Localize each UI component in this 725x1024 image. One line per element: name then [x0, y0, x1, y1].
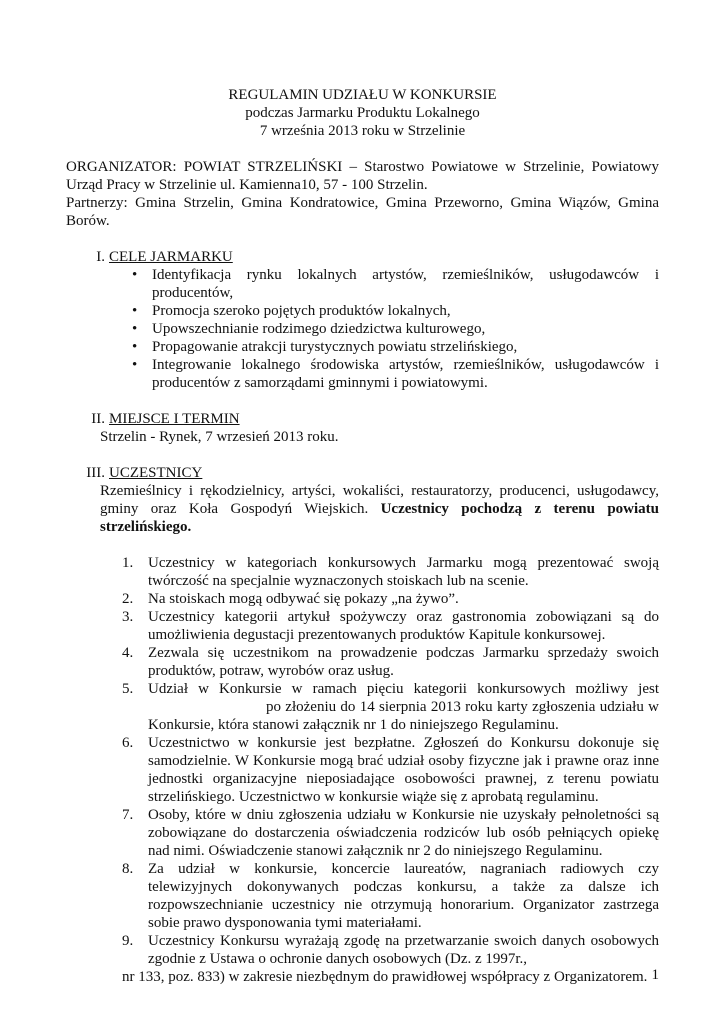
list-item: • Upowszechnianie rodzimego dziedzictwa kulturowego,	[152, 320, 659, 338]
item-number: 7.	[122, 807, 134, 823]
list-item: • Promocja szeroko pojętych produktów lokalnych,	[152, 302, 659, 320]
participants-intro	[100, 482, 659, 536]
section-title: CELE JARMARKU	[109, 249, 233, 265]
item-number: 1.	[122, 555, 134, 571]
list-item	[122, 554, 659, 590]
section-goals-heading	[66, 248, 659, 266]
list-item: • Integrowanie lokalnego środowiska artystów, rzemieślników, usługodawców i producentów z samorządami gminnymi i powiatowymi.	[152, 356, 659, 392]
item-text: Uczestnicy kategorii artykuł spożywczy oraz gastronomia zobowiązani są do umożliwienia degustacji prezentowanych produktów Kapitule konkursowej.	[148, 609, 659, 643]
section-goals	[66, 248, 659, 392]
section-title: MIEJSCE I TERMIN	[109, 411, 240, 427]
list-item	[122, 806, 659, 860]
participants-rules-list	[66, 554, 659, 968]
participants-intro-bold: Uczestnicy pochodzą z terenu powiatu strzelińskiego.	[100, 501, 659, 535]
list-item	[122, 680, 659, 734]
page-number: 1	[651, 967, 659, 983]
list-item	[122, 932, 659, 968]
item-9-continuation: nr 133, poz. 833) w zakresie niezbędnym do prawidłowej współpracy z Organizatorem.	[122, 969, 648, 985]
place-date-text: Strzelin - Rynek, 7 wrzesień 2013 roku.	[100, 429, 339, 445]
participants-intro-text: Rzemieślnicy i rękodzielnicy, artyści, wokaliści, restauratorzy, producenci, usługodawcy, gminy oraz Koła Gospodyń Wiejskich.	[100, 483, 659, 517]
goals-list	[66, 266, 659, 392]
list-item	[122, 734, 659, 806]
item-text: Uczestnicy Konkursu wyrażają zgodę na przetwarzanie swoich danych osobowych zgodnie z Ustawa o ochronie danych osobowych (Dz. z 1997r.,	[148, 933, 659, 967]
document-subtitle: podczas Jarmarku Produktu Lokalnego	[245, 105, 480, 121]
item-text: Uczestnictwo w konkursie jest bezpłatne. Zgłoszeń do Konkursu dokonuje się samodzielnie. W Konkursie mogą brać udział osoby fizyczne jak i prawne oraz inne jednostki organizacyjne nieposiadające osobowości prawnej, z terenu powiatu strzelińskiego. Uczestnictwo w konkursie wiąże się z aprobatą regulaminu.	[148, 735, 659, 805]
item-number: 6.	[122, 735, 134, 751]
item-text: Zezwala się uczestnikom na prowadzenie podczas Jarmarku sprzedaży swoich produktów, potraw, wyrobów oraz usług.	[148, 645, 659, 679]
section-number: I.	[96, 249, 105, 265]
item-text: Osoby, które w dniu zgłoszenia udziału w Konkursie nie uzyskały pełnoletności są zobowiązane do dostarczenia oświadczenia rodziców lub osób pełniących opiekę nad nimi. Oświadczenie stanowi załącznik nr 2 do niniejszego Regulaminu.	[148, 807, 659, 859]
section-participants-heading	[66, 464, 659, 482]
item-number: 2.	[122, 591, 134, 607]
section-number: III.	[86, 465, 105, 481]
item-number: 3.	[122, 609, 134, 625]
document-title: REGULAMIN UDZIAŁU W KONKURSIE	[228, 87, 497, 103]
section-place-heading	[66, 410, 659, 428]
list-item	[122, 644, 659, 680]
item-number: 8.	[122, 861, 134, 877]
item-text-b: po złożeniu do 14 sierpnia 2013 roku karty zgłoszenia udziału w Konkursie, która stanowi załącznik nr 1 do niniejszego Regulaminu.	[148, 699, 659, 733]
section-participants	[66, 464, 659, 986]
organizer-block	[66, 158, 659, 230]
list-item: • Identyfikacja rynku lokalnych artystów, rzemieślników, usługodawców i producentów,	[152, 266, 659, 302]
item-number: 9.	[122, 933, 134, 949]
item-number: 4.	[122, 645, 134, 661]
organizer-text: ORGANIZATOR: POWIAT STRZELIŃSKI – Starostwo Powiatowe w Strzelinie, Powiatowy Urząd Pracy w Strzelinie ul. Kamienna10, 57 - 100 Strzelin.	[66, 159, 659, 193]
list-item	[122, 590, 659, 608]
item-number: 5.	[122, 681, 134, 697]
item-text-a: Udział w Konkursie w ramach pięciu kategorii konkursowych możliwy jest	[148, 681, 659, 697]
list-item	[122, 860, 659, 932]
partners-text: Partnerzy: Gmina Strzelin, Gmina Kondratowice, Gmina Przeworno, Gmina Wiązów, Gmina Borów.	[66, 195, 659, 229]
section-number: II.	[91, 411, 105, 427]
item-text: Za udział w konkursie, koncercie laureatów, nagraniach radiowych czy telewizyjnych dokonywanych podczas konkursu, a także za dalsze ich rozpowszechnianie uczestnicy nie otrzymują honorarium. Organizator zastrzega sobie prawo dysponowania tymi materiałami.	[148, 861, 659, 931]
list-item	[122, 608, 659, 644]
document-date: 7 września 2013 roku w Strzelinie	[259, 123, 466, 139]
section-title: UCZESTNICY	[109, 465, 203, 481]
title-block	[66, 86, 659, 140]
section-place-date	[66, 410, 659, 446]
list-item: • Propagowanie atrakcji turystycznych powiatu strzelińskiego,	[152, 338, 659, 356]
item-text: Na stoiskach mogą odbywać się pokazy „na żywo”.	[148, 591, 459, 607]
item-text: Uczestnicy w kategoriach konkursowych Jarmarku mogą prezentować swoją twórczość na specjalnie wyznaczonych stoiskach lub na scenie.	[148, 555, 659, 589]
